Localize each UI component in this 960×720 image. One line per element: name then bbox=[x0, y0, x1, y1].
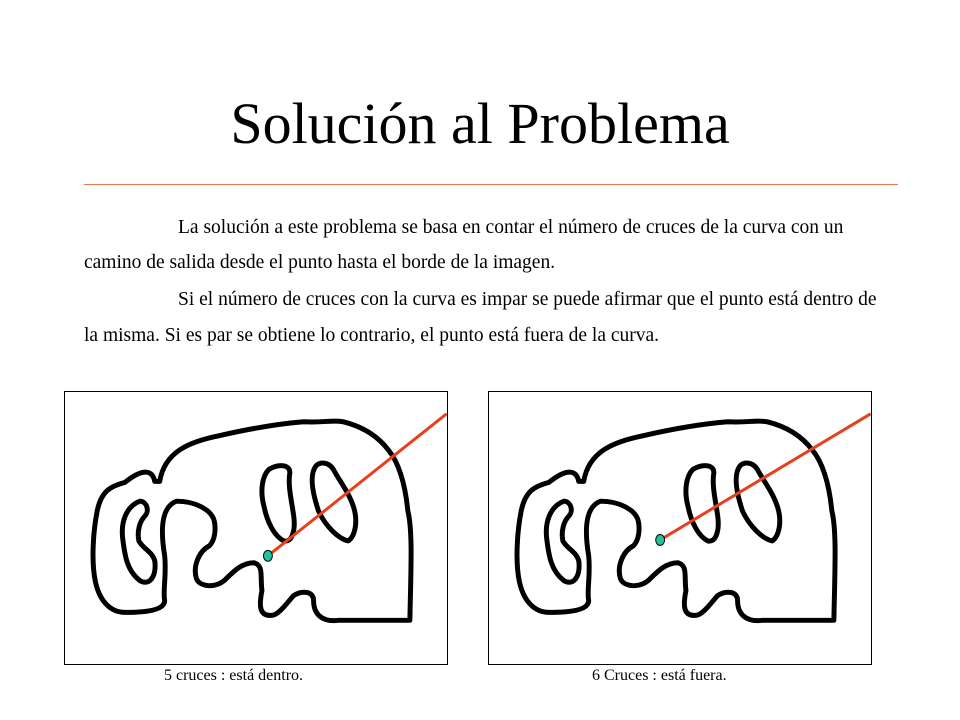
paragraph-2: Si el número de cruces con la curva es impar se puede afirmar que el punto está dentro de la misma. Si es par se obtiene lo contrario, el punto está fuera de la curva. bbox=[84, 289, 877, 346]
figure-outside-drawing bbox=[489, 392, 871, 664]
test-point bbox=[656, 534, 665, 545]
paragraph-1: La solución a este problema se basa en contar el número de cruces de la curva con un camino de salida desde el punto hasta el borde de la imagen. bbox=[84, 217, 844, 273]
figure-outside bbox=[488, 391, 872, 665]
inner-fold-left bbox=[122, 501, 155, 582]
inner-fold-right bbox=[736, 463, 780, 541]
figure-inside-drawing bbox=[65, 392, 447, 664]
exit-path-line bbox=[660, 414, 870, 540]
figure-inside bbox=[64, 391, 448, 665]
figure-outside-caption: 6 Cruces : está fuera. bbox=[592, 667, 727, 684]
title-divider bbox=[84, 184, 898, 185]
inner-fold-middle bbox=[686, 466, 718, 541]
slide-title: Solución al Problema bbox=[230, 91, 730, 156]
exit-path-line bbox=[268, 414, 447, 556]
figure-inside-caption: 5 cruces : está dentro. bbox=[164, 667, 304, 684]
inner-fold-middle bbox=[262, 466, 294, 541]
test-point bbox=[263, 550, 272, 561]
inner-fold-left bbox=[546, 501, 579, 582]
